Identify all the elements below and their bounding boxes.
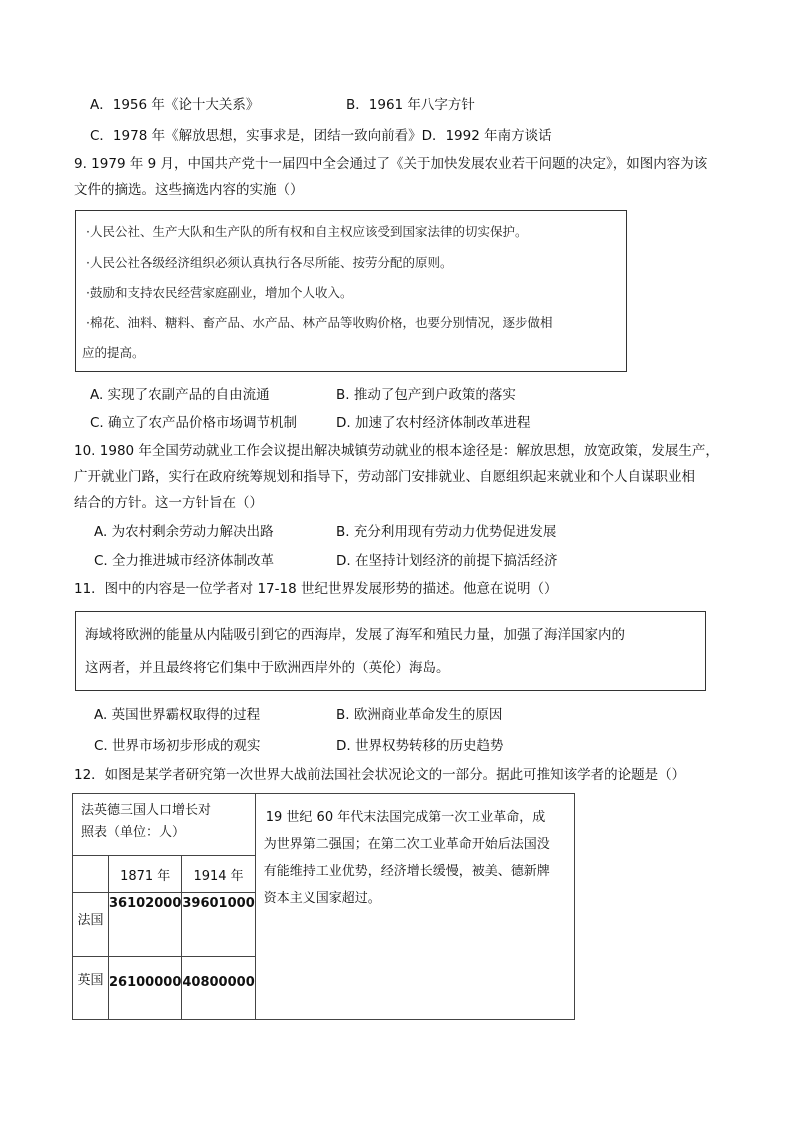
q12-paragraph-line-3: 有能维持工业优势，经济增长缓慢，被美、德新牌 [263,864,550,879]
q11-option-b: B. 欧洲商业革命发生的原因 [336,707,503,723]
q12-text-cell [255,794,574,1020]
q8-option-a: A．1956 年《论十大关系》 [90,97,260,113]
q9-option-b: B. 推动了包产到户政策的落实 [336,387,516,403]
q10-option-c: C. 全力推进城市经济体制改革 [94,553,275,569]
q12-paragraph-line-4: 资本主义国家超过。 [263,891,381,906]
q11-option-d: D. 世界权势转移的历史趋势 [336,738,504,754]
table-title-line-2: 照表（单位：人） [81,825,186,840]
q9-excerpt-2: ·人民公社各级经济组织必须认真执行各尽所能、按劳分配的原则。 [86,255,453,270]
q11-quote-line-1: 海域将欧洲的能量从内陆吸引到它的西海岸，发展了海军和殖民力量，加强了海洋国家内的 [85,627,625,643]
q12-paragraph-line-1: 19 世纪 60 年代末法国完成第一次工业革命，成 [265,810,546,825]
q10-option-a: A. 为农村剩余劳动力解决出路 [94,524,274,540]
q10-option-d: D. 在坚持计划经济的前提下搞活经济 [336,553,558,569]
country-cell: 英国 [73,957,109,1020]
q12-population-table [72,793,575,1020]
q11-option-a: A. 英国世界霸权取得的过程 [94,707,261,723]
value-cell-1871: 36102000 [109,893,182,957]
q8-option-cd: C．1978 年《解放思想，实事求是，团结一致向前看》D．1992 年南方谈话 [90,128,552,144]
value-cell-1914: 39601000 [182,893,255,957]
table-header-blank [73,856,109,893]
q11-stem: 11．图中的内容是一位学者对 17-18 世纪世界发展形势的描述。他意在说明（） [74,581,558,597]
value-cell-1914: 40800000 [182,957,255,1020]
q10-stem-line-1: 10. 1980 年全国劳动就业工作会议提出解决城镇劳动就业的根本途径是：解放思想，放宽政策，发展生产， [74,443,719,459]
q9-excerpt-4a: ·棉花、油料、糖料、畜产品、水产品、林产品等收购价格，也要分别情况，逐步做相 [86,315,553,330]
q9-stem-line-2: 文件的摘选。这些摘选内容的实施（） [74,182,304,198]
table-header-1914: 1914 年 [182,856,255,893]
q9-stem-line-1: 9. 1979 年 9 月，中国共产党十一届四中全会通过了《关于加快发展农业若干问题的决定》，如图内容为该 [74,156,708,172]
table-header-1871: 1871 年 [109,856,182,893]
q12-paragraph-line-2: 为世界第二强国；在第二次工业革命开始后法国没 [263,837,550,852]
q11-option-c: C. 世界市场初步形成的观实 [94,738,261,754]
q11-quote-box [75,611,706,691]
value-cell-1871: 26100000 [109,957,182,1020]
q9-excerpt-4b: 应的提高。 [82,345,145,360]
table-title-line-1: 法英德三国人口增长对 [81,803,212,818]
q9-option-a: A. 实现了农副产品的自由流通 [90,387,270,403]
q9-excerpt-box [75,210,627,372]
q10-stem-line-3: 结合的方针。这一方针旨在（） [74,495,263,511]
table-title-cell [73,794,256,856]
country-cell: 法国 [73,893,109,957]
q10-option-b: B. 充分利用现有劳动力优势促进发展 [336,524,557,540]
q9-excerpt-3: ·鼓励和支持农民经营家庭副业，增加个人收入。 [86,285,353,300]
q9-option-c: C. 确立了农产品价格市场调节机制 [90,415,298,431]
q12-stem: 12．如图是某学者研究第一次世界大战前法国社会状况论文的一部分。据此可推知该学者的论题是（） [74,767,686,783]
q11-quote-line-2: 这两者，并且最终将它们集中于欧洲西岸外的（英伦）海岛。 [85,660,450,676]
q8-option-b: B．1961 年八字方针 [346,97,475,113]
q9-option-d: D. 加速了农村经济体制改革进程 [336,415,531,431]
q9-excerpt-1: ·人民公社、生产大队和生产队的所有权和自主权应该受到国家法律的切实保护。 [86,224,528,239]
q10-stem-line-2: 广开就业门路，实行在政府统筹规划和指导下，劳动部门安排就业、自愿组织起来就业和个人自谋职业相 [74,469,695,485]
